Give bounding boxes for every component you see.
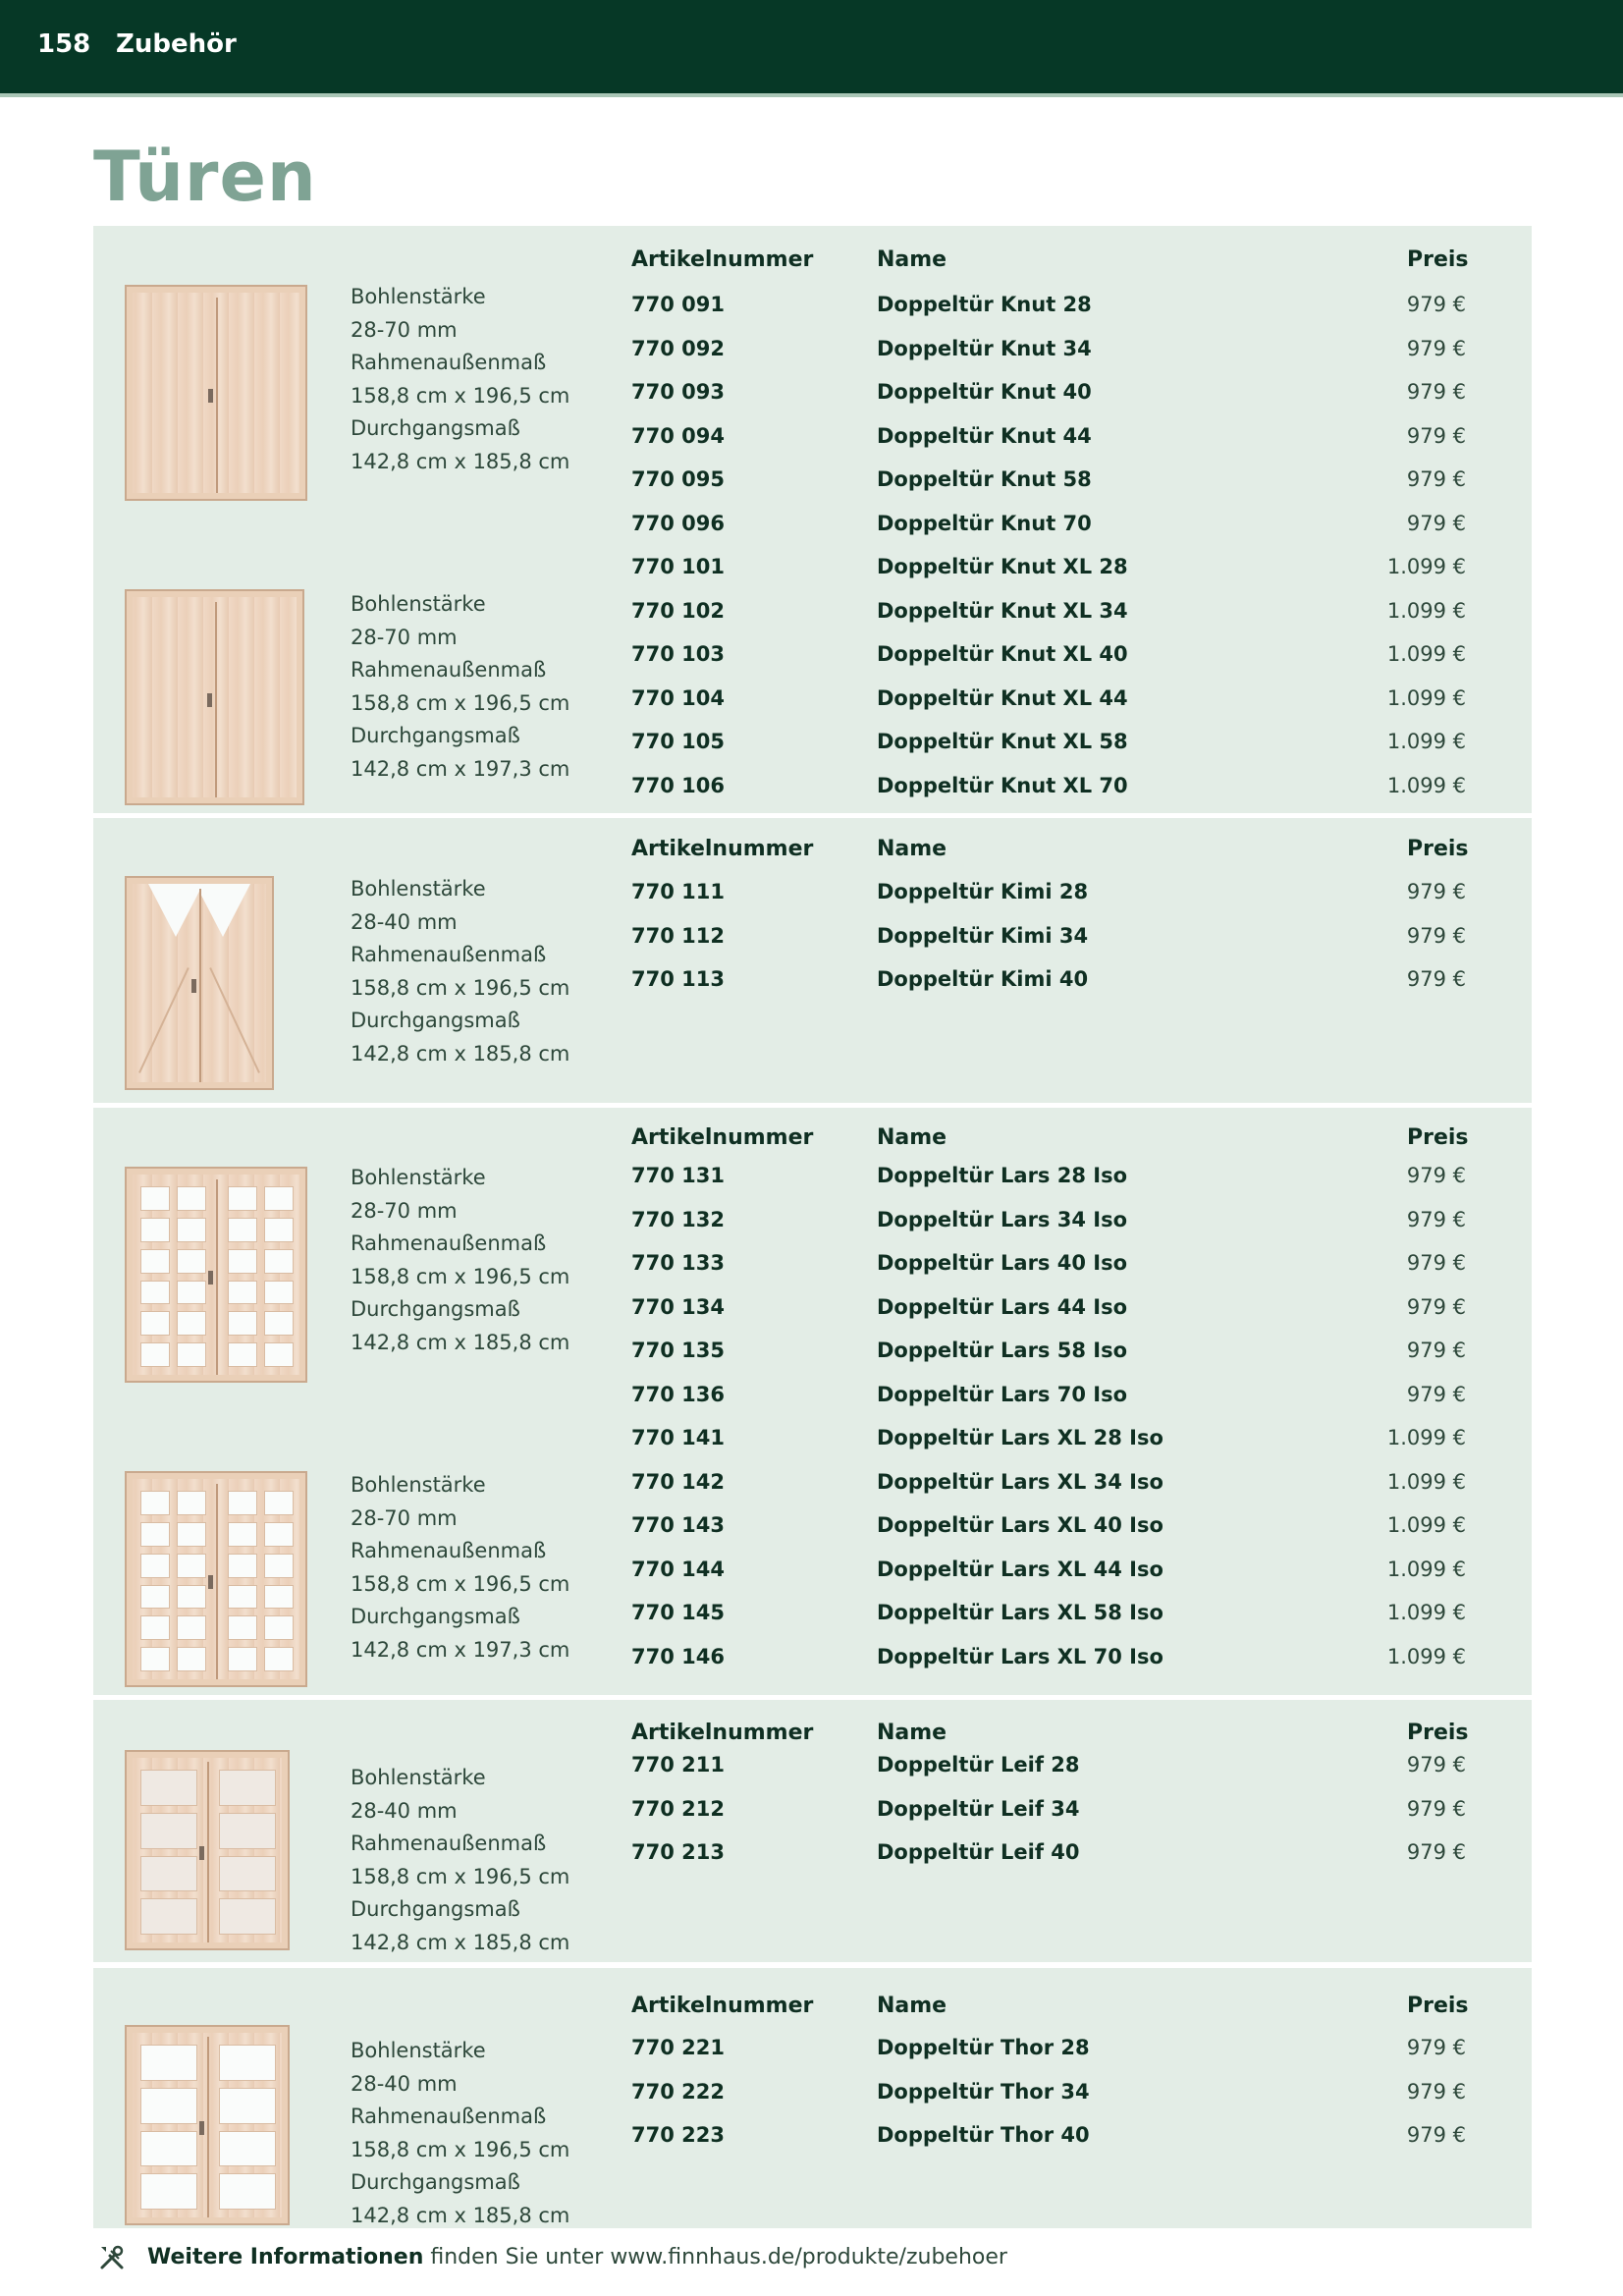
door-window-right	[195, 884, 250, 937]
door-pane	[228, 1342, 257, 1367]
spec-label-outer: Rahmenaußenmaß	[351, 943, 547, 966]
door-panes-right	[228, 1186, 294, 1367]
door-pane	[228, 1491, 257, 1515]
product-price: 1.099 €	[1386, 685, 1466, 710]
door-pane	[228, 1311, 257, 1336]
spec-value-passage: 142,8 cm x 185,8 cm	[351, 1930, 570, 1954]
door-pane	[219, 1770, 276, 1806]
door-image	[125, 285, 307, 501]
article-number: 770 092	[631, 336, 725, 360]
door-split	[207, 1762, 209, 1942]
article-number: 770 102	[631, 598, 725, 623]
section-label: Zubehör	[116, 29, 237, 59]
door-pane	[219, 2173, 276, 2210]
header-price: Preis	[1407, 837, 1469, 861]
spec-list	[351, 2035, 569, 2232]
header-name: Name	[877, 837, 947, 861]
product-name: Doppeltür Knut 40	[877, 380, 1092, 404]
product-price: 979 €	[1406, 511, 1466, 535]
product-name: Doppeltür Lars 70 Iso	[877, 1382, 1128, 1406]
product-name: Doppeltür Lars XL 58 Iso	[877, 1601, 1163, 1624]
product-price: 979 €	[1406, 1382, 1466, 1406]
door-handle	[191, 979, 196, 993]
door-pane	[219, 2088, 276, 2124]
article-number: 770 095	[631, 467, 725, 491]
product-name: Doppeltür Knut XL 70	[877, 773, 1128, 797]
door-panes-left	[140, 2045, 197, 2210]
door-pane	[140, 1311, 170, 1336]
spec-value-thickness: 28-70 mm	[351, 1198, 458, 1223]
spec-list	[351, 281, 569, 478]
spec-list	[351, 1762, 569, 1959]
door-pane	[228, 1585, 257, 1610]
spec-value-passage: 142,8 cm x 185,8 cm	[351, 1330, 570, 1354]
footer-info	[147, 2245, 1007, 2269]
spec-value-thickness: 28-40 mm	[351, 2071, 458, 2096]
article-number: 770 133	[631, 1251, 725, 1275]
door-pane	[140, 1856, 197, 1892]
product-name: Doppeltür Knut XL 34	[877, 598, 1128, 623]
page-number: 158	[37, 29, 91, 59]
spec-label-thickness: Bohlenstärke	[351, 1473, 486, 1497]
door-handle	[199, 2121, 204, 2135]
article-number: 770 112	[631, 923, 725, 948]
article-number: 770 142	[631, 1469, 725, 1494]
product-name: Doppeltür Knut 44	[877, 423, 1092, 448]
door-pane	[140, 1898, 197, 1935]
spec-value-thickness: 28-70 mm	[351, 1505, 458, 1530]
header-name: Name	[877, 247, 947, 272]
header-article-number: Artikelnummer	[631, 1994, 814, 2018]
article-number: 770 132	[631, 1207, 725, 1231]
door-handle	[208, 1271, 213, 1285]
article-number: 770 101	[631, 555, 725, 578]
door-pane	[140, 1281, 170, 1305]
door-handle	[208, 1575, 213, 1589]
article-number: 770 103	[631, 642, 725, 666]
product-name: Doppeltür Lars XL 40 Iso	[877, 1513, 1163, 1537]
door-pane	[177, 1186, 206, 1211]
spec-label-passage: Durchgangsmaß	[351, 1897, 520, 1921]
product-name: Doppeltür Lars XL 70 Iso	[877, 1644, 1163, 1668]
product-name: Doppeltür Knut 58	[877, 467, 1092, 491]
spec-list	[351, 1469, 569, 1667]
spec-value-outer: 158,8 cm x 196,5 cm	[351, 2137, 570, 2161]
product-price: 979 €	[1406, 967, 1466, 991]
spec-value-outer: 158,8 cm x 196,5 cm	[351, 1264, 570, 1288]
door-image	[125, 876, 274, 1090]
spec-label-thickness: Bohlenstärke	[351, 2039, 486, 2062]
product-name: Doppeltür Lars 28 Iso	[877, 1164, 1128, 1187]
spec-label-thickness: Bohlenstärke	[351, 285, 486, 308]
product-price: 979 €	[1406, 1164, 1466, 1187]
product-price: 1.099 €	[1386, 1513, 1466, 1537]
header-article-number: Artikelnummer	[631, 837, 814, 861]
spec-value-outer: 158,8 cm x 196,5 cm	[351, 1571, 570, 1596]
product-name: Doppeltür Lars 58 Iso	[877, 1339, 1128, 1362]
product-name: Doppeltür Lars 34 Iso	[877, 1207, 1128, 1231]
product-price: 979 €	[1406, 1840, 1466, 1864]
door-image	[125, 1750, 290, 1950]
article-number: 770 104	[631, 685, 725, 710]
door-pane	[228, 1615, 257, 1640]
door-panes-right	[228, 1491, 294, 1671]
spec-value-passage: 142,8 cm x 185,8 cm	[351, 2203, 570, 2227]
header-name: Name	[877, 1125, 947, 1150]
door-pane	[264, 1615, 294, 1640]
door-split	[216, 1484, 218, 1679]
spec-list	[351, 1162, 569, 1359]
product-price: 979 €	[1406, 2036, 1466, 2059]
spec-value-passage: 142,8 cm x 197,3 cm	[351, 756, 570, 781]
article-number: 770 096	[631, 511, 725, 535]
product-price: 979 €	[1406, 1251, 1466, 1275]
door-pane	[140, 1647, 170, 1671]
door-split	[216, 298, 218, 493]
product-price: 1.099 €	[1386, 598, 1466, 623]
product-name: Doppeltür Leif 28	[877, 1753, 1080, 1777]
product-price: 979 €	[1406, 467, 1466, 491]
product-price: 1.099 €	[1386, 1557, 1466, 1581]
door-image	[125, 1471, 307, 1687]
spec-label-passage: Durchgangsmaß	[351, 724, 520, 747]
product-name: Doppeltür Kimi 28	[877, 880, 1089, 903]
article-number: 770 105	[631, 730, 725, 753]
footer-bold: Weitere Informationen	[147, 2245, 424, 2269]
door-pane	[140, 1813, 197, 1849]
door-panes-left	[140, 1770, 197, 1935]
product-name: Doppeltür Knut XL 44	[877, 685, 1128, 710]
product-price: 979 €	[1406, 923, 1466, 948]
door-pane	[264, 1281, 294, 1305]
product-name: Doppeltür Kimi 40	[877, 967, 1089, 991]
header-name: Name	[877, 1721, 947, 1745]
door-pane	[264, 1491, 294, 1515]
product-price: 1.099 €	[1386, 555, 1466, 578]
product-price: 1.099 €	[1386, 773, 1466, 797]
spec-label-passage: Durchgangsmaß	[351, 2170, 520, 2194]
article-number: 770 145	[631, 1601, 725, 1624]
product-name: Doppeltür Knut 34	[877, 336, 1092, 360]
article-number: 770 221	[631, 2036, 725, 2059]
door-pane	[219, 2045, 276, 2081]
door-pane	[228, 1522, 257, 1547]
door-pane	[140, 2131, 197, 2167]
door-pane	[140, 1218, 170, 1242]
product-price: 979 €	[1406, 423, 1466, 448]
product-price: 979 €	[1406, 380, 1466, 404]
product-price: 979 €	[1406, 1796, 1466, 1821]
spec-value-passage: 142,8 cm x 197,3 cm	[351, 1637, 570, 1662]
product-group	[93, 1108, 1532, 1695]
door-handle	[199, 1846, 204, 1860]
page-title: Türen	[93, 137, 317, 217]
article-number: 770 093	[631, 380, 725, 404]
article-number: 770 113	[631, 967, 725, 991]
spec-label-outer: Rahmenaußenmaß	[351, 351, 547, 374]
door-pane	[140, 1249, 170, 1274]
spec-value-thickness: 28-70 mm	[351, 625, 458, 649]
product-price: 979 €	[1406, 1207, 1466, 1231]
door-pane	[140, 2173, 197, 2210]
header-divider	[0, 93, 1623, 97]
product-name: Doppeltür Knut 70	[877, 511, 1092, 535]
article-number: 770 106	[631, 773, 725, 797]
article-number: 770 211	[631, 1753, 725, 1777]
spec-label-thickness: Bohlenstärke	[351, 1166, 486, 1189]
header-article-number: Artikelnummer	[631, 1125, 814, 1150]
product-price: 1.099 €	[1386, 1644, 1466, 1668]
door-panes-left	[140, 1491, 206, 1671]
header-article-number: Artikelnummer	[631, 247, 814, 272]
product-name: Doppeltür Lars XL 28 Iso	[877, 1426, 1163, 1449]
spec-value-outer: 158,8 cm x 196,5 cm	[351, 383, 570, 408]
door-pane	[177, 1647, 206, 1671]
door-pane	[177, 1491, 206, 1515]
article-number: 770 144	[631, 1557, 725, 1581]
door-pane	[228, 1554, 257, 1578]
door-image	[125, 589, 304, 805]
article-number: 770 135	[631, 1339, 725, 1362]
top-header-bar	[0, 0, 1623, 93]
door-pane	[219, 1898, 276, 1935]
spec-label-passage: Durchgangsmaß	[351, 1009, 520, 1032]
article-number: 770 111	[631, 880, 725, 903]
spec-label-outer: Rahmenaußenmaß	[351, 2105, 547, 2128]
product-name: Doppeltür Lars XL 34 Iso	[877, 1469, 1163, 1494]
spec-label-outer: Rahmenaußenmaß	[351, 658, 547, 682]
spec-label-outer: Rahmenaußenmaß	[351, 1831, 547, 1855]
door-pane	[264, 1311, 294, 1336]
spec-value-passage: 142,8 cm x 185,8 cm	[351, 449, 570, 473]
door-panes-left	[140, 1186, 206, 1367]
product-price: 979 €	[1406, 2123, 1466, 2147]
door-pane	[140, 1770, 197, 1806]
door-pane	[219, 1856, 276, 1892]
article-number: 770 223	[631, 2123, 725, 2147]
door-pane	[264, 1249, 294, 1274]
door-pane	[264, 1522, 294, 1547]
door-pane	[140, 1342, 170, 1367]
door-image	[125, 2025, 290, 2225]
door-pane	[140, 2045, 197, 2081]
spec-label-passage: Durchgangsmaß	[351, 1297, 520, 1321]
spec-list	[351, 873, 569, 1070]
door-split	[199, 889, 201, 1082]
article-number: 770 141	[631, 1426, 725, 1449]
product-name: Doppeltür Lars 40 Iso	[877, 1251, 1128, 1275]
product-name: Doppeltür Kimi 34	[877, 923, 1089, 948]
spec-label-outer: Rahmenaußenmaß	[351, 1231, 547, 1255]
door-pane	[140, 1615, 170, 1640]
door-pane	[177, 1281, 206, 1305]
door-pane	[219, 2131, 276, 2167]
spec-value-outer: 158,8 cm x 196,5 cm	[351, 690, 570, 715]
header-price: Preis	[1407, 1125, 1469, 1150]
door-split	[216, 1179, 218, 1375]
door-pane	[264, 1585, 294, 1610]
product-price: 979 €	[1406, 293, 1466, 316]
product-name: Doppeltür Thor 40	[877, 2123, 1090, 2147]
article-number: 770 131	[631, 1164, 725, 1187]
door-pane	[177, 1311, 206, 1336]
door-pane	[228, 1281, 257, 1305]
door-split	[207, 2037, 209, 2217]
product-name: Doppeltür Knut 28	[877, 293, 1092, 316]
spec-label-passage: Durchgangsmaß	[351, 416, 520, 440]
product-price: 979 €	[1406, 1339, 1466, 1362]
door-pane	[177, 1218, 206, 1242]
product-name: Doppeltür Knut XL 28	[877, 555, 1128, 578]
door-pane	[264, 1218, 294, 1242]
spec-value-thickness: 28-40 mm	[351, 909, 458, 934]
spec-label-thickness: Bohlenstärke	[351, 592, 486, 616]
spec-value-outer: 158,8 cm x 196,5 cm	[351, 1864, 570, 1888]
door-pane	[140, 1491, 170, 1515]
door-pane	[219, 1813, 276, 1849]
product-price: 979 €	[1406, 1753, 1466, 1777]
article-number: 770 143	[631, 1513, 725, 1537]
product-price: 979 €	[1406, 2079, 1466, 2104]
article-number: 770 213	[631, 1840, 725, 1864]
article-number: 770 136	[631, 1382, 725, 1406]
product-name: Doppeltür Knut XL 58	[877, 730, 1128, 753]
door-pane	[228, 1647, 257, 1671]
article-number: 770 146	[631, 1644, 725, 1668]
product-name: Doppeltür Leif 34	[877, 1796, 1080, 1821]
product-group	[93, 226, 1532, 813]
door-pane	[264, 1647, 294, 1671]
product-name: Doppeltür Lars 44 Iso	[877, 1294, 1128, 1319]
header-article-number: Artikelnummer	[631, 1721, 814, 1745]
article-number: 770 212	[631, 1796, 725, 1821]
door-split	[215, 602, 217, 797]
door-image	[125, 1167, 307, 1383]
spec-value-outer: 158,8 cm x 196,5 cm	[351, 975, 570, 1000]
spec-label-outer: Rahmenaußenmaß	[351, 1539, 547, 1562]
spec-value-thickness: 28-40 mm	[351, 1798, 458, 1823]
product-price: 1.099 €	[1386, 730, 1466, 753]
door-pane	[140, 1522, 170, 1547]
door-pane	[140, 1186, 170, 1211]
spec-value-thickness: 28-70 mm	[351, 317, 458, 342]
door-pane	[264, 1342, 294, 1367]
header-name: Name	[877, 1994, 947, 2018]
door-pane	[228, 1186, 257, 1211]
product-name: Doppeltür Thor 28	[877, 2036, 1090, 2059]
product-price: 979 €	[1406, 1294, 1466, 1319]
product-price: 1.099 €	[1386, 1469, 1466, 1494]
door-pane	[228, 1218, 257, 1242]
product-name: Doppeltür Lars XL 44 Iso	[877, 1557, 1163, 1581]
product-price: 1.099 €	[1386, 1601, 1466, 1624]
door-pane	[177, 1585, 206, 1610]
product-name: Doppeltür Leif 40	[877, 1840, 1080, 1864]
door-pane	[140, 1585, 170, 1610]
door-pane	[177, 1522, 206, 1547]
door-pane	[177, 1554, 206, 1578]
product-price: 979 €	[1406, 336, 1466, 360]
door-pane	[140, 2088, 197, 2124]
article-number: 770 222	[631, 2079, 725, 2104]
door-panes-right	[219, 2045, 276, 2210]
door-pane	[177, 1615, 206, 1640]
spec-label-thickness: Bohlenstärke	[351, 877, 486, 901]
tools-icon	[98, 2244, 126, 2271]
product-price: 1.099 €	[1386, 1426, 1466, 1449]
article-number: 770 091	[631, 293, 725, 316]
door-pane	[177, 1249, 206, 1274]
door-pane	[140, 1554, 170, 1578]
header-price: Preis	[1407, 1721, 1469, 1745]
product-price: 1.099 €	[1386, 642, 1466, 666]
header-price: Preis	[1407, 1994, 1469, 2018]
product-name: Doppeltür Knut XL 40	[877, 642, 1128, 666]
article-number: 770 094	[631, 423, 725, 448]
door-handle	[207, 693, 212, 707]
door-pane	[228, 1249, 257, 1274]
door-panes-right	[219, 1770, 276, 1935]
spec-value-passage: 142,8 cm x 185,8 cm	[351, 1041, 570, 1066]
door-pane	[264, 1554, 294, 1578]
header-price: Preis	[1407, 247, 1469, 272]
door-handle	[208, 389, 213, 403]
spec-label-passage: Durchgangsmaß	[351, 1605, 520, 1628]
door-pane	[264, 1186, 294, 1211]
product-name: Doppeltür Thor 34	[877, 2079, 1090, 2104]
product-price: 979 €	[1406, 880, 1466, 903]
door-pane	[177, 1342, 206, 1367]
spec-list	[351, 588, 569, 786]
spec-label-thickness: Bohlenstärke	[351, 1766, 486, 1789]
article-number: 770 134	[631, 1294, 725, 1319]
footer-link-text[interactable]: finden Sie unter www.finnhaus.de/produkte/zubehoer	[423, 2245, 1007, 2269]
